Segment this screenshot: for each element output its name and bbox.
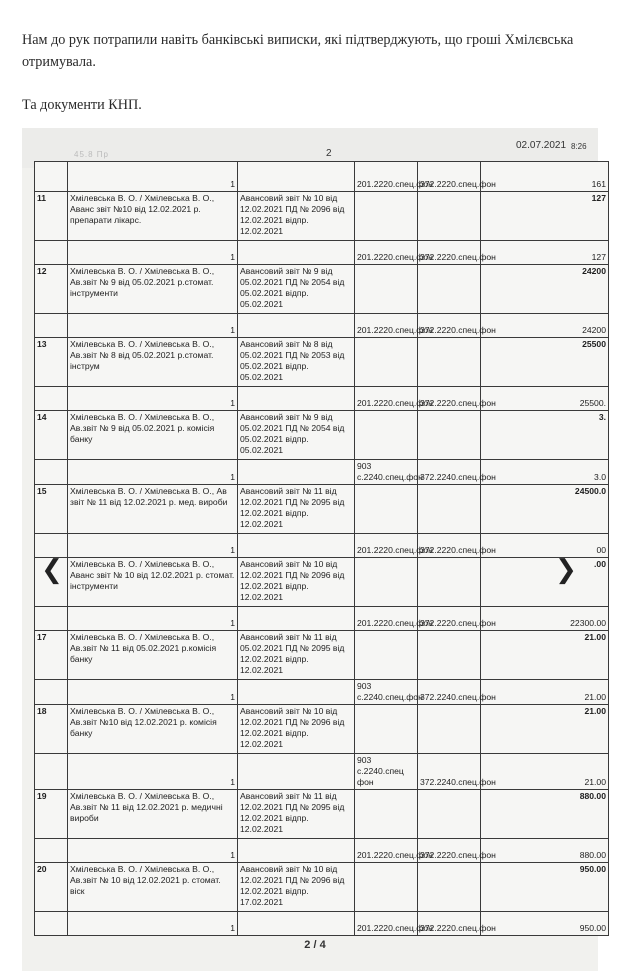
row-description-cell: Хмілевська В. О. / Хмілевська В. О., Аванс звіт №10 від 12.02.2021 р. препарати лікарс. — [68, 192, 238, 241]
row-debit-cell — [355, 265, 418, 314]
table-row — [35, 631, 609, 680]
row-debit-cell: 201.2220.спец.фон — [355, 241, 418, 265]
row-index-cell — [35, 912, 68, 936]
table-row — [35, 607, 609, 631]
document-date: 02.07.2021 — [516, 140, 567, 151]
row-description-cell: Хмілевська В. О. / Хмілевська В. О., Ав.звіт № 9 від 05.02.2021 р. комісія банку — [68, 411, 238, 460]
row-one-cell: 1 — [68, 754, 238, 790]
row-doc-cell — [238, 839, 355, 863]
row-top-sum-cell: 24200 — [481, 265, 609, 314]
row-description-cell: Хмілевська В. О. / Хмілевська В. О., Ав звіт № 11 від 12.02.2021 р. мед. вироби — [68, 485, 238, 534]
row-credit-cell — [418, 485, 481, 534]
row-doc-cell: Авансовий звіт № 10 від 12.02.2021 ПД № 2096 від 12.02.2021 відпр. 12.02.2021 — [238, 192, 355, 241]
gallery-counter: 2 / 4 — [304, 939, 326, 951]
row-debit-cell: 201.2220.спец.фон — [355, 912, 418, 936]
row-one-cell: 1 — [68, 314, 238, 338]
row-sum-cell: 127 — [481, 241, 609, 265]
row-sum-cell: 161 — [481, 162, 609, 192]
row-credit-cell: 372.2220.спец.фон — [418, 534, 481, 558]
row-doc-cell — [238, 314, 355, 338]
row-one-cell: 1 — [68, 534, 238, 558]
row-debit-cell — [355, 705, 418, 754]
row-doc-cell: Авансовий звіт № 9 від 05.02.2021 ПД № 2054 від 05.02.2021 відпр. 05.02.2021 — [238, 411, 355, 460]
row-description-cell: Хмілевська В. О. / Хмілевська В. О., Ав.звіт № 11 від 12.02.2021 р. медичні вироби — [68, 790, 238, 839]
row-top-sum-cell: 21.00 — [481, 705, 609, 754]
row-top-sum-cell: 950.00 — [481, 863, 609, 912]
table-row — [35, 485, 609, 534]
table-row — [35, 192, 609, 241]
row-index-cell — [35, 534, 68, 558]
row-top-sum-cell: .00 — [481, 558, 609, 607]
document-page-number: 2 — [326, 148, 332, 159]
row-top-sum-cell: 127 — [481, 192, 609, 241]
row-description-cell: Хмілевська В. О. / Хмілевська В. О., Аванс звіт № 10 від 12.02.2021 р. стомат. інструменти — [68, 558, 238, 607]
row-number-cell: 15 — [35, 485, 68, 534]
row-doc-cell: Авансовий звіт № 11 від 12.02.2021 ПД № 2095 від 12.02.2021 відпр. 12.02.2021 — [238, 485, 355, 534]
article-paragraph: Нам до рук потрапили навіть банківські виписки, які підтверджують, що гроші Хмілєвська отримувала. — [22, 32, 574, 71]
table-row — [35, 790, 609, 839]
row-debit-cell — [355, 192, 418, 241]
row-debit-cell — [355, 485, 418, 534]
table-row — [35, 705, 609, 754]
row-doc-cell — [238, 162, 355, 192]
ledger-table — [34, 161, 609, 936]
row-number-cell: 18 — [35, 705, 68, 754]
row-credit-cell — [418, 192, 481, 241]
row-doc-cell: Авансовий звіт № 10 від 12.02.2021 ПД № 2096 від 12.02.2021 відпр. 12.02.2021 — [238, 705, 355, 754]
row-doc-cell — [238, 607, 355, 631]
row-description-cell: Хмілевська В. О. / Хмілевська В. О., Ав.звіт № 9 від 05.02.2021 р.стомат. інструменти — [68, 265, 238, 314]
document-faint-header: 45.8 Пр — [74, 150, 109, 159]
row-doc-cell — [238, 680, 355, 705]
row-credit-cell — [418, 265, 481, 314]
row-top-sum-cell: 24500.0 — [481, 485, 609, 534]
row-doc-cell — [238, 534, 355, 558]
row-one-cell: 1 — [68, 607, 238, 631]
row-doc-cell: Авансовий звіт № 11 від 12.02.2021 ПД № 2095 від 12.02.2021 відпр. 12.02.2021 — [238, 790, 355, 839]
table-row — [35, 754, 609, 790]
row-doc-cell — [238, 754, 355, 790]
row-top-sum-cell: 3. — [481, 411, 609, 460]
table-row — [35, 314, 609, 338]
row-sum-cell: 950.00 — [481, 912, 609, 936]
row-debit-cell — [355, 790, 418, 839]
row-debit-cell: 903 с.2240.спец.фон — [355, 680, 418, 705]
row-credit-cell — [418, 411, 481, 460]
row-sum-cell: 22300.00 — [481, 607, 609, 631]
document-time: 8:26 — [571, 142, 587, 151]
chevron-left-icon[interactable]: ❮ — [41, 555, 63, 585]
row-credit-cell: 372.2240.спец.фон — [418, 754, 481, 790]
row-debit-cell: 201.2220.спец.фон — [355, 387, 418, 411]
row-description-cell: Хмілевська В. О. / Хмілевська В. О., Ав.звіт №10 від 12.02.2021 р. комісія банку — [68, 705, 238, 754]
row-credit-cell — [418, 705, 481, 754]
row-doc-cell — [238, 241, 355, 265]
row-top-sum-cell: 21.00 — [481, 631, 609, 680]
row-sum-cell: 21.00 — [481, 680, 609, 705]
table-row — [35, 265, 609, 314]
row-credit-cell — [418, 863, 481, 912]
row-credit-cell: 372.2220.спец.фон — [418, 607, 481, 631]
row-index-cell — [35, 162, 68, 192]
row-one-cell: 1 — [68, 912, 238, 936]
table-row — [35, 839, 609, 863]
row-credit-cell — [418, 790, 481, 839]
row-sum-cell: 3.0 — [481, 460, 609, 485]
row-debit-cell: 201.2220.спец.фон — [355, 162, 418, 192]
row-debit-cell — [355, 411, 418, 460]
table-row — [35, 162, 609, 192]
row-credit-cell — [418, 338, 481, 387]
row-debit-cell — [355, 558, 418, 607]
row-one-cell: 1 — [68, 460, 238, 485]
row-one-cell: 1 — [68, 839, 238, 863]
row-debit-cell: 201.2220.спец.фон — [355, 839, 418, 863]
row-index-cell — [35, 460, 68, 485]
row-top-sum-cell: 25500 — [481, 338, 609, 387]
row-number-cell: 19 — [35, 790, 68, 839]
row-debit-cell — [355, 631, 418, 680]
row-sum-cell: 24200 — [481, 314, 609, 338]
article-paragraph: Та документи КНП. — [22, 97, 142, 114]
row-debit-cell: 903 с.2240.спец фон — [355, 754, 418, 790]
row-credit-cell: 372.2220.спец.фон — [418, 241, 481, 265]
row-credit-cell: 372.2220.спец.фон — [418, 912, 481, 936]
table-row — [35, 534, 609, 558]
row-debit-cell — [355, 863, 418, 912]
table-row — [35, 558, 609, 607]
row-sum-cell: 21.00 — [481, 754, 609, 790]
row-doc-cell: Авансовий звіт № 9 від 05.02.2021 ПД № 2054 від 05.02.2021 відпр. 05.02.2021 — [238, 265, 355, 314]
row-number-cell: 20 — [35, 863, 68, 912]
row-credit-cell: 372.2220.спец.фон — [418, 314, 481, 338]
row-one-cell: 1 — [68, 680, 238, 705]
row-sum-cell: 25500. — [481, 387, 609, 411]
table-row — [35, 680, 609, 705]
row-doc-cell: Авансовий звіт № 10 від 12.02.2021 ПД № 2096 від 12.02.2021 відпр. 12.02.2021 — [238, 558, 355, 607]
row-sum-cell: 880.00 — [481, 839, 609, 863]
table-row — [35, 338, 609, 387]
row-index-cell — [35, 314, 68, 338]
row-credit-cell: 372.2240.спец.фон — [418, 680, 481, 705]
row-debit-cell: 201.2220.спец.фон — [355, 534, 418, 558]
table-row — [35, 387, 609, 411]
table-row — [35, 460, 609, 485]
table-row — [35, 912, 609, 936]
row-credit-cell — [418, 558, 481, 607]
row-credit-cell: 372.2220.спец.фон — [418, 387, 481, 411]
row-debit-cell: 201.2220.спец.фон — [355, 314, 418, 338]
row-index-cell — [35, 387, 68, 411]
row-description-cell: Хмілевська В. О. / Хмілевська В. О., Ав.звіт № 11 від 05.02.2021 р.комісія банку — [68, 631, 238, 680]
row-credit-cell — [418, 631, 481, 680]
row-doc-cell: Авансовий звіт № 10 від 12.02.2021 ПД № 2096 від 12.02.2021 відпр. 17.02.2021 — [238, 863, 355, 912]
table-row — [35, 241, 609, 265]
table-row — [35, 863, 609, 912]
row-index-cell — [35, 607, 68, 631]
row-top-sum-cell: 880.00 — [481, 790, 609, 839]
row-doc-cell — [238, 387, 355, 411]
row-doc-cell — [238, 460, 355, 485]
row-doc-cell: Авансовий звіт № 11 від 05.02.2021 ПД № 2095 від 12.02.2021 відпр. 12.02.2021 — [238, 631, 355, 680]
chevron-right-icon[interactable]: ❯ — [555, 555, 577, 585]
row-index-cell — [35, 754, 68, 790]
row-description-cell: Хмілевська В. О. / Хмілевська В. О., Ав.звіт № 8 від 05.02.2021 р.стомат. інструм — [68, 338, 238, 387]
row-number-cell: 13 — [35, 338, 68, 387]
row-doc-cell: Авансовий звіт № 8 від 05.02.2021 ПД № 2053 від 05.02.2021 відпр. 05.02.2021 — [238, 338, 355, 387]
row-credit-cell: 372.2220.спец.фон — [418, 839, 481, 863]
row-index-cell — [35, 839, 68, 863]
row-index-cell — [35, 241, 68, 265]
document-photo — [22, 128, 606, 971]
table-row — [35, 411, 609, 460]
row-number-cell: 14 — [35, 411, 68, 460]
row-debit-cell — [355, 338, 418, 387]
row-one-cell: 1 — [68, 162, 238, 192]
row-number-cell: 12 — [35, 265, 68, 314]
row-credit-cell: 372.2220.спец.фон — [418, 162, 481, 192]
row-one-cell: 1 — [68, 387, 238, 411]
row-doc-cell — [238, 912, 355, 936]
row-description-cell: Хмілевська В. О. / Хмілевська В. О., Ав.звіт № 10 від 12.02.2021 р. стомат. віск — [68, 863, 238, 912]
row-debit-cell: 201.2220.спец.фон — [355, 607, 418, 631]
row-debit-cell: 903 с.2240.спец.фон — [355, 460, 418, 485]
row-sum-cell: 00 — [481, 534, 609, 558]
row-number-cell: 11 — [35, 192, 68, 241]
row-one-cell: 1 — [68, 241, 238, 265]
row-credit-cell: 372.2240.спец.фон — [418, 460, 481, 485]
row-index-cell — [35, 680, 68, 705]
row-number-cell: 17 — [35, 631, 68, 680]
